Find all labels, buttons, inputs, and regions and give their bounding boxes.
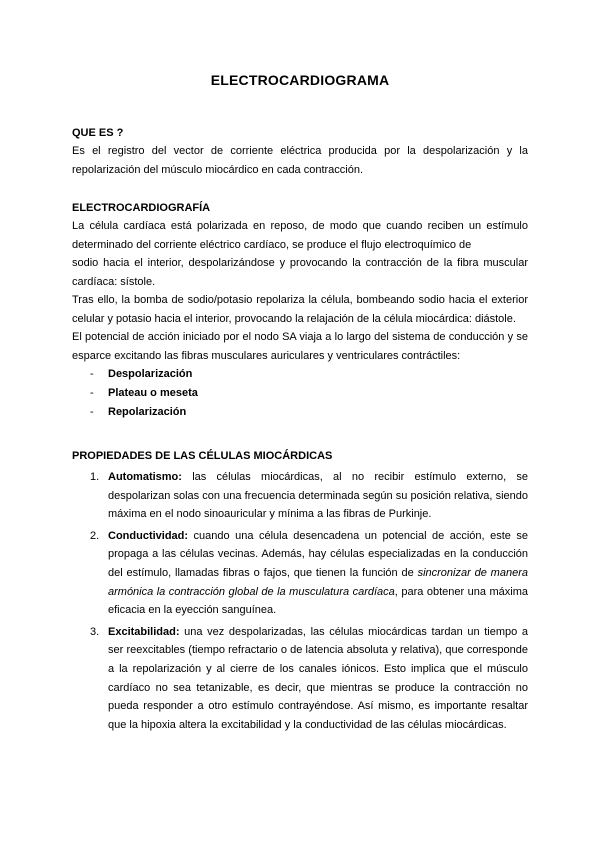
list-item: - Despolarización <box>90 368 193 380</box>
paragraph: El potencial de acción iniciado por el nodo SA viaja a lo largo del sistema de conducción y se esparce excitando las fibras musculares auriculares y ventriculares contráctiles: <box>72 331 528 362</box>
paragraph: sodio hacia el interior, despolarizándose y provocando la contracción de la fibra muscular cardíaca: sístole. <box>72 257 528 288</box>
section-que-es <box>72 124 528 179</box>
section-heading: ELECTROCARDIOGRAFÍA <box>72 202 211 214</box>
list-item: 3. Excitabilidad: una vez despolarizadas, las células miocárdicas tardan un tiempo a ser reexcitables (tiempo refractario o de latencia absoluta y relativa), que corresponde a la repolarización y al cierre de los canales iónicos. Esto implica que el músculo cardíaco no sea tetanizable, es decir, que mientras se produce la contracción no pueda responder a otro estímulo contrayéndose. Así mismo, es importante resaltar que la hipoxia altera la excitabilidad y la conductividad de las células miocárdicas. <box>90 625 528 731</box>
list-item: 2. Conductividad: cuando una célula desencadena un potencial de acción, este se propaga a las células vecinas. Además, hay células especializadas en la conducción del estímulo, llamadas fibras o fajos, que tienen la función de sincronizar de manera armónica la contracción global de la musculatura cardíaca, para obtener una máxima eficacia en la eyección sanguínea. <box>90 529 528 617</box>
document-title: ELECTROCARDIOGRAMA <box>210 72 390 88</box>
section-propiedades <box>72 447 528 734</box>
list-item: - Plateau o meseta <box>90 387 198 399</box>
section-electrocardiografia <box>72 199 528 422</box>
paragraph: Tras ello, la bomba de sodio/potasio repolariza la célula, bombeando sodio hacia el exterior celular y potasio hacia el interior, provocando la relajación de la célula miocárdica: diástole. <box>72 294 528 325</box>
paragraph: Es el registro del vector de corriente eléctrica producida por la despolarización y la repolarización del músculo miocárdico en cada contracción. <box>72 145 528 176</box>
section-heading: QUE ES ? <box>72 127 124 139</box>
phase-list <box>72 365 528 422</box>
paragraph: La célula cardíaca está polarizada en reposo, de modo que cuando reciben un estímulo determinado del corriente eléctrico cardíaco, se produce el flujo electroquímico de <box>72 220 528 251</box>
list-item: 1. Automatismo: las células miocárdicas, al no recibir estímulo externo, se despolarizan solas con una frecuencia determinada según su posición relativa, siendo máxima en el nodo sinoauricular y mínima a las fibras de Purkinje. <box>90 471 528 521</box>
section-heading: PROPIEDADES DE LAS CÉLULAS MIOCÁRDICAS <box>72 450 333 462</box>
properties-list <box>72 468 528 734</box>
list-item: - Repolarización <box>90 406 187 418</box>
